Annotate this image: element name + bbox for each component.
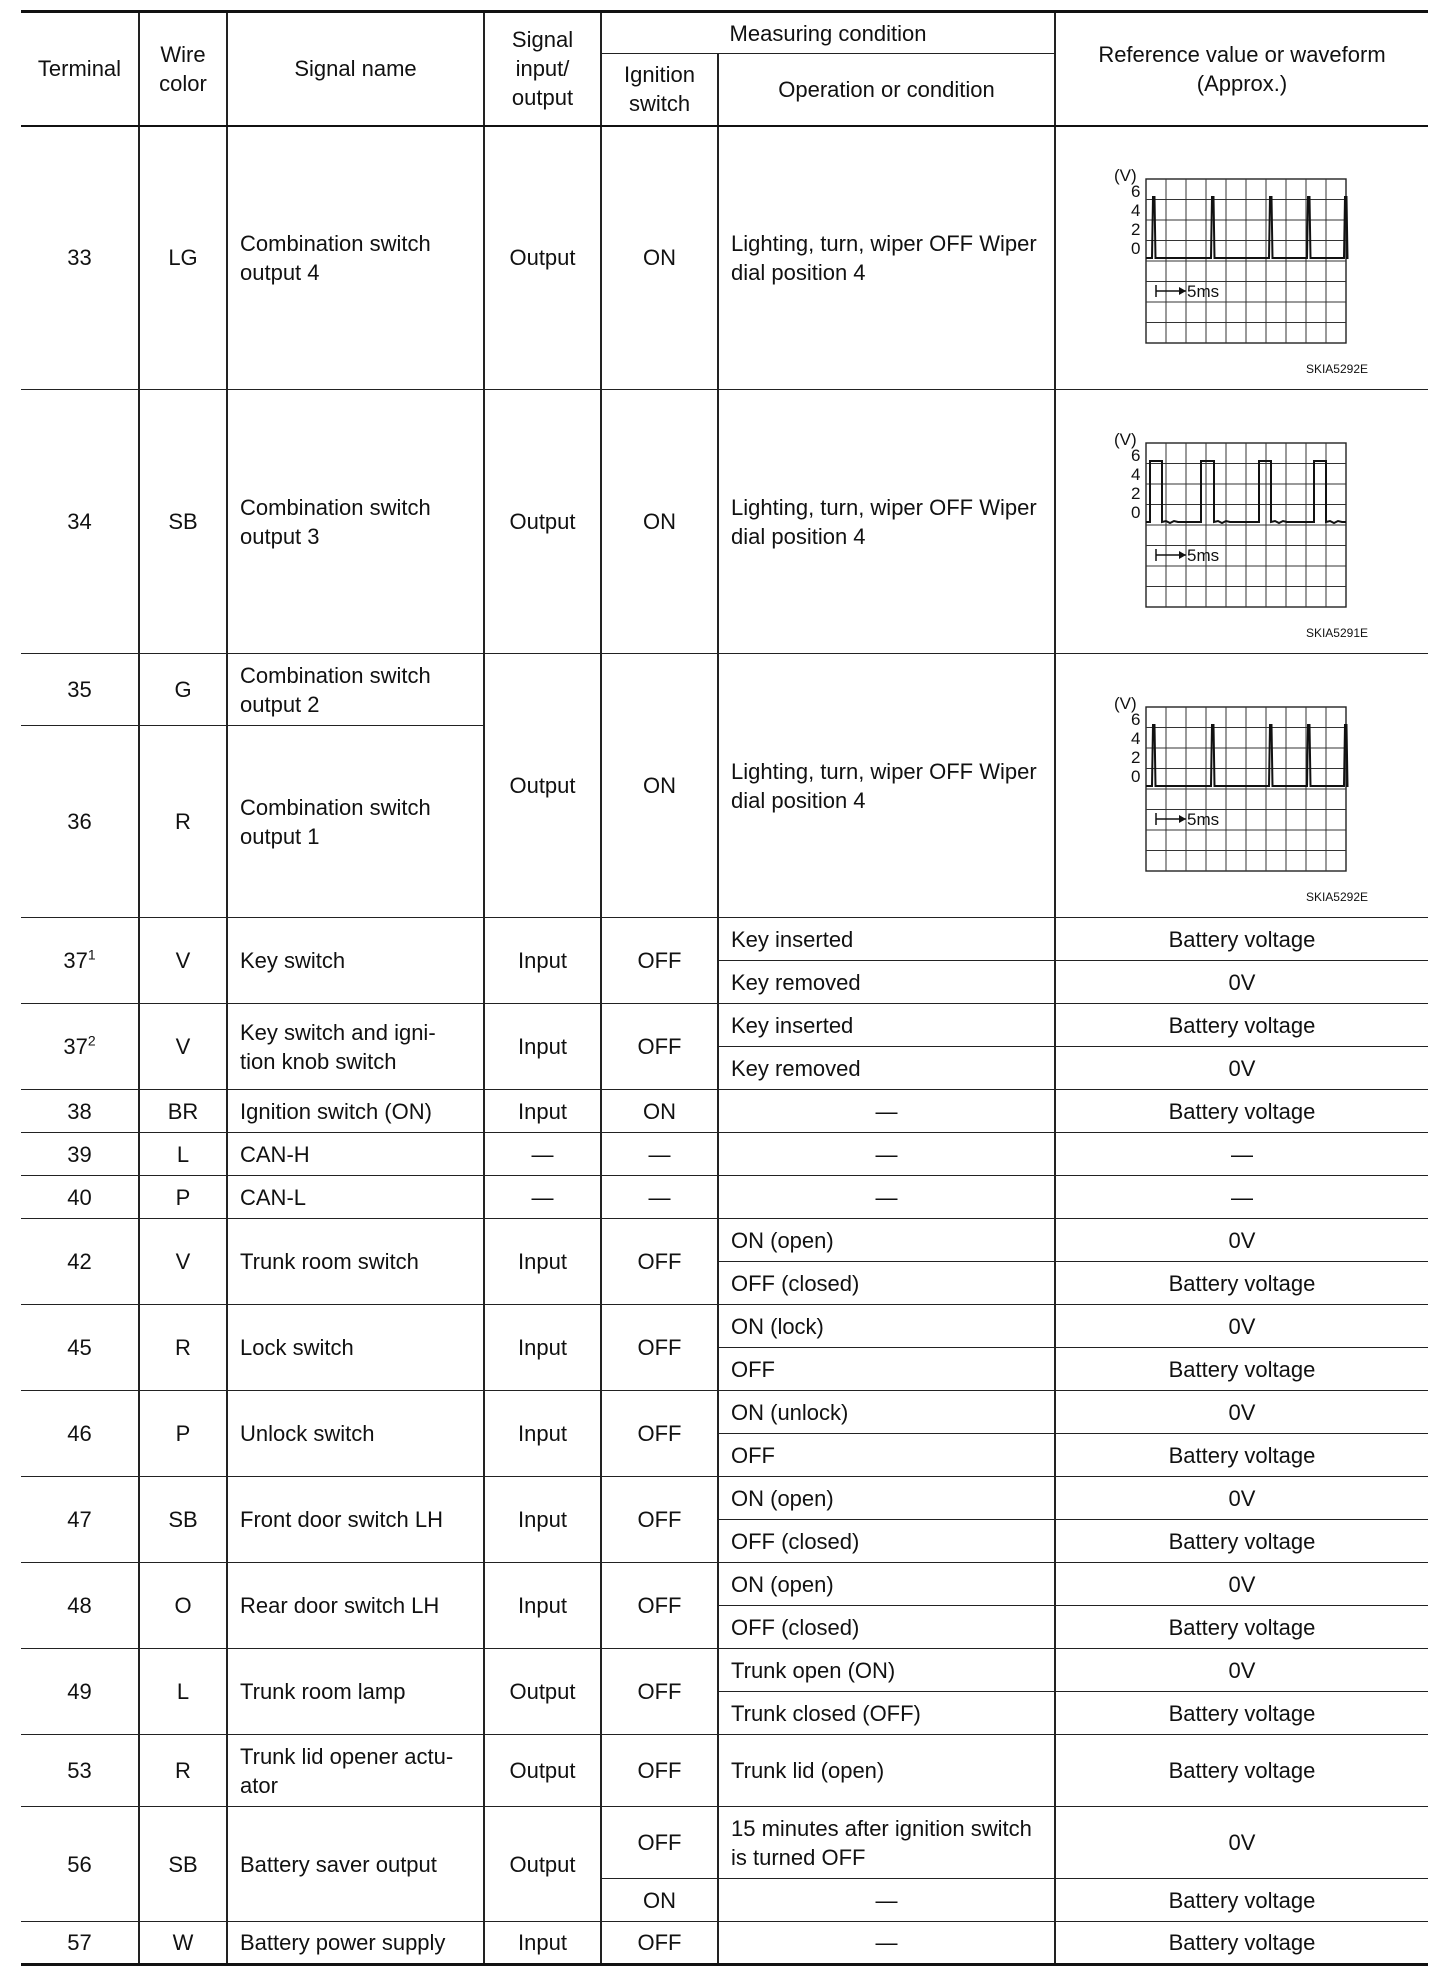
table-row [21,1922,1428,1965]
operation-cell: ON (open) [718,1477,1055,1520]
terminal-cell: 56 [21,1807,139,1922]
signal-name-cell: Combination switch output 4 [227,126,484,390]
terminal-cell: 53 [21,1735,139,1807]
signal-name-cell: Battery power supply [227,1922,484,1965]
terminal-cell [21,1004,139,1090]
ignition-cell: OFF [601,1219,718,1305]
operation-cell: — [718,1133,1055,1176]
table-row [21,1004,1428,1047]
wire-color-cell: V [139,1219,227,1305]
signal-name-cell: Ignition switch (ON) [227,1090,484,1133]
header-ignition-switch: Ignition switch [601,54,718,126]
io-cell: Input [484,1563,601,1649]
waveform-unit-label: (V) [1114,693,1137,713]
waveform-time-arrowhead [1179,815,1186,823]
operation-cell: OFF (closed) [718,1606,1055,1649]
io-cell: Input [484,1305,601,1391]
operation-cell: ON (open) [718,1563,1055,1606]
wire-color-cell: R [139,726,227,918]
header-reference-label: Reference value or waveform [1098,41,1386,67]
waveform-figure-id: SKIA5291E [1305,625,1368,640]
wire-color-cell: V [139,918,227,1004]
wire-color-cell: P [139,1391,227,1477]
ignition-cell: — [601,1176,718,1219]
waveform-figure-id: SKIA5292E [1305,361,1368,376]
operation-cell: Key inserted [718,1004,1055,1047]
wire-color-cell: BR [139,1090,227,1133]
table-row [21,1649,1428,1692]
waveform-signal-trace [1146,197,1348,258]
waveform-time-scale: 5ms [1187,545,1220,565]
header-terminal: Terminal [21,12,139,126]
table-row [21,1133,1428,1176]
terminal-footnote: 1 [87,946,96,963]
operation-cell: — [718,1090,1055,1133]
operation-cell: Lighting, turn, wiper OFF Wiper dial position 4 [718,390,1055,654]
ignition-cell: ON [601,390,718,654]
waveform-y-tick: 2 [1131,219,1141,239]
waveform-y-tick: 2 [1131,483,1141,503]
operation-cell: OFF (closed) [718,1520,1055,1563]
ignition-cell: ON [601,654,718,918]
ignition-cell: OFF [601,1922,718,1965]
waveform-chart [1056,393,1428,651]
reference-cell: 0V [1055,1649,1428,1692]
reference-cell: Battery voltage [1055,1735,1428,1807]
signal-name-cell: Combination switch output 2 [227,654,484,726]
terminal-cell: 45 [21,1305,139,1391]
header-signal-io: Signal input/ output [484,12,601,126]
ignition-cell: OFF [601,1391,718,1477]
reference-cell: Battery voltage [1055,1520,1428,1563]
table-row [21,1735,1428,1807]
waveform-cell [1055,126,1428,390]
waveform-y-tick: 6 [1131,709,1141,729]
operation-cell: OFF [718,1348,1055,1391]
ignition-cell: OFF [601,1563,718,1649]
reference-cell: 0V [1055,1219,1428,1262]
terminal-cell: 35 [21,654,139,726]
wire-color-cell: SB [139,1807,227,1922]
waveform-y-tick: 6 [1131,445,1141,465]
operation-cell: ON (unlock) [718,1391,1055,1434]
io-cell: Input [484,918,601,1004]
waveform-time-scale: 5ms [1187,809,1220,829]
io-cell: Output [484,126,601,390]
reference-cell: 0V [1055,1807,1428,1879]
waveform-time-arrowhead [1179,287,1186,295]
table-row [21,1219,1428,1262]
terminal-footnote: 2 [87,1032,96,1049]
reference-cell: 0V [1055,1391,1428,1434]
terminal-cell: 42 [21,1219,139,1305]
terminal-cell: 34 [21,390,139,654]
io-cell: Output [484,1807,601,1922]
terminal-cell: 33 [21,126,139,390]
reference-cell: 0V [1055,1305,1428,1348]
reference-cell: 0V [1055,961,1428,1004]
signal-name-cell: Trunk lid opener actu- ator [227,1735,484,1807]
wire-color-cell: LG [139,126,227,390]
terminal-cell: 39 [21,1133,139,1176]
table-row [21,1090,1428,1133]
terminal-cell: 48 [21,1563,139,1649]
waveform-y-tick: 0 [1131,238,1141,258]
header-operation: Operation or condition [718,54,1055,126]
signal-name-cell: Battery saver output [227,1807,484,1922]
operation-cell: OFF [718,1434,1055,1477]
io-cell: Input [484,1922,601,1965]
table-row [21,390,1428,654]
table-row [21,1477,1428,1520]
ignition-cell: OFF [601,918,718,1004]
wire-color-cell: L [139,1649,227,1735]
waveform-cell [1055,654,1428,918]
terminal-cell: 57 [21,1922,139,1965]
header-wire-color: Wire color [139,12,227,126]
signal-name-cell: Combination switch output 3 [227,390,484,654]
terminal-cell [21,918,139,1004]
reference-cell: — [1055,1133,1428,1176]
table-row [21,1563,1428,1606]
waveform-y-tick: 0 [1131,502,1141,522]
wire-color-cell: L [139,1133,227,1176]
waveform-y-tick: 2 [1131,747,1141,767]
terminal-cell: 46 [21,1391,139,1477]
io-cell: Output [484,390,601,654]
waveform-y-tick: 4 [1131,200,1141,220]
io-cell: — [484,1176,601,1219]
waveform-chart [1056,657,1428,915]
io-cell: Input [484,1391,601,1477]
operation-cell: ON (lock) [718,1305,1055,1348]
operation-cell: — [718,1879,1055,1922]
wire-color-cell: R [139,1735,227,1807]
terminal-cell: 40 [21,1176,139,1219]
ignition-cell: OFF [601,1305,718,1391]
operation-cell: — [718,1922,1055,1965]
waveform-y-tick: 4 [1131,728,1141,748]
ignition-cell: ON [601,1090,718,1133]
header-measuring-condition: Measuring condition [601,12,1055,54]
ignition-cell: OFF [601,1807,718,1879]
ignition-cell: OFF [601,1649,718,1735]
wire-color-cell: V [139,1004,227,1090]
reference-cell: Battery voltage [1055,1090,1428,1133]
wire-color-cell: W [139,1922,227,1965]
operation-cell: — [718,1176,1055,1219]
ignition-cell: OFF [601,1477,718,1563]
reference-cell: Battery voltage [1055,1922,1428,1965]
terminal-cell: 36 [21,726,139,918]
signal-name-cell: Trunk room lamp [227,1649,484,1735]
header-signal-name: Signal name [227,12,484,126]
table-row [21,1176,1428,1219]
signal-name-cell: CAN-H [227,1133,484,1176]
terminal-cell: 47 [21,1477,139,1563]
wire-color-cell: SB [139,390,227,654]
waveform-unit-label: (V) [1114,165,1137,185]
operation-cell: Lighting, turn, wiper OFF Wiper dial position 4 [718,654,1055,918]
waveform-figure-id: SKIA5292E [1305,889,1368,904]
wire-color-cell: O [139,1563,227,1649]
terminal-spec-table [21,10,1428,1966]
operation-cell: Key removed [718,1047,1055,1090]
reference-cell: Battery voltage [1055,1262,1428,1305]
waveform-y-tick: 0 [1131,766,1141,786]
ignition-cell: ON [601,1879,718,1922]
waveform-time-arrowhead [1179,551,1186,559]
reference-cell: Battery voltage [1055,918,1428,961]
reference-cell: 0V [1055,1047,1428,1090]
terminal-number: 37 [63,948,88,973]
waveform-y-tick: 4 [1131,464,1141,484]
io-cell: Input [484,1477,601,1563]
io-cell: Input [484,1090,601,1133]
signal-name-cell: CAN-L [227,1176,484,1219]
io-cell: Output [484,1735,601,1807]
io-cell: — [484,1133,601,1176]
signal-name-cell: Rear door switch LH [227,1563,484,1649]
waveform-cell [1055,390,1428,654]
waveform-chart [1056,129,1428,387]
operation-cell: OFF (closed) [718,1262,1055,1305]
reference-cell: 0V [1055,1477,1428,1520]
table-row [21,654,1428,726]
header-reference [1055,12,1428,126]
operation-cell: 15 minutes after ignition switch is turned OFF [718,1807,1055,1879]
signal-name-cell: Front door switch LH [227,1477,484,1563]
terminal-cell: 38 [21,1090,139,1133]
signal-name-cell: Lock switch [227,1305,484,1391]
wire-color-cell: R [139,1305,227,1391]
wire-color-cell: P [139,1176,227,1219]
waveform-signal-trace [1146,725,1348,786]
waveform-unit-label: (V) [1114,429,1137,449]
terminal-cell: 49 [21,1649,139,1735]
io-cell: Input [484,1004,601,1090]
signal-name-cell: Key switch and igni- tion knob switch [227,1004,484,1090]
wire-color-cell: G [139,654,227,726]
ignition-cell: OFF [601,1735,718,1807]
io-cell: Input [484,1219,601,1305]
wire-color-cell: SB [139,1477,227,1563]
table-row [21,1391,1428,1434]
operation-cell: ON (open) [718,1219,1055,1262]
signal-name-cell: Unlock switch [227,1391,484,1477]
io-cell: Output [484,1649,601,1735]
operation-cell: Lighting, turn, wiper OFF Wiper dial position 4 [718,126,1055,390]
reference-cell: Battery voltage [1055,1348,1428,1391]
ignition-cell: ON [601,126,718,390]
io-cell: Output [484,654,601,918]
operation-cell: Trunk open (ON) [718,1649,1055,1692]
table-row [21,126,1428,390]
reference-cell: 0V [1055,1563,1428,1606]
reference-cell: Battery voltage [1055,1434,1428,1477]
reference-cell: Battery voltage [1055,1004,1428,1047]
operation-cell: Trunk lid (open) [718,1735,1055,1807]
table-row [21,1807,1428,1879]
signal-name-cell: Key switch [227,918,484,1004]
signal-name-cell: Combination switch output 1 [227,726,484,918]
ignition-cell: OFF [601,1004,718,1090]
operation-cell: Trunk closed (OFF) [718,1692,1055,1735]
header-reference-sub: (Approx.) [1196,70,1288,96]
signal-name-cell: Trunk room switch [227,1219,484,1305]
table-row [21,918,1428,961]
table-row [21,1305,1428,1348]
reference-cell: Battery voltage [1055,1606,1428,1649]
ignition-cell: — [601,1133,718,1176]
operation-cell: Key inserted [718,918,1055,961]
terminal-number: 37 [63,1034,88,1059]
reference-cell: — [1055,1176,1428,1219]
operation-cell: Key removed [718,961,1055,1004]
waveform-y-tick: 6 [1131,181,1141,201]
reference-cell: Battery voltage [1055,1692,1428,1735]
reference-cell: Battery voltage [1055,1879,1428,1922]
waveform-time-scale: 5ms [1187,281,1220,301]
